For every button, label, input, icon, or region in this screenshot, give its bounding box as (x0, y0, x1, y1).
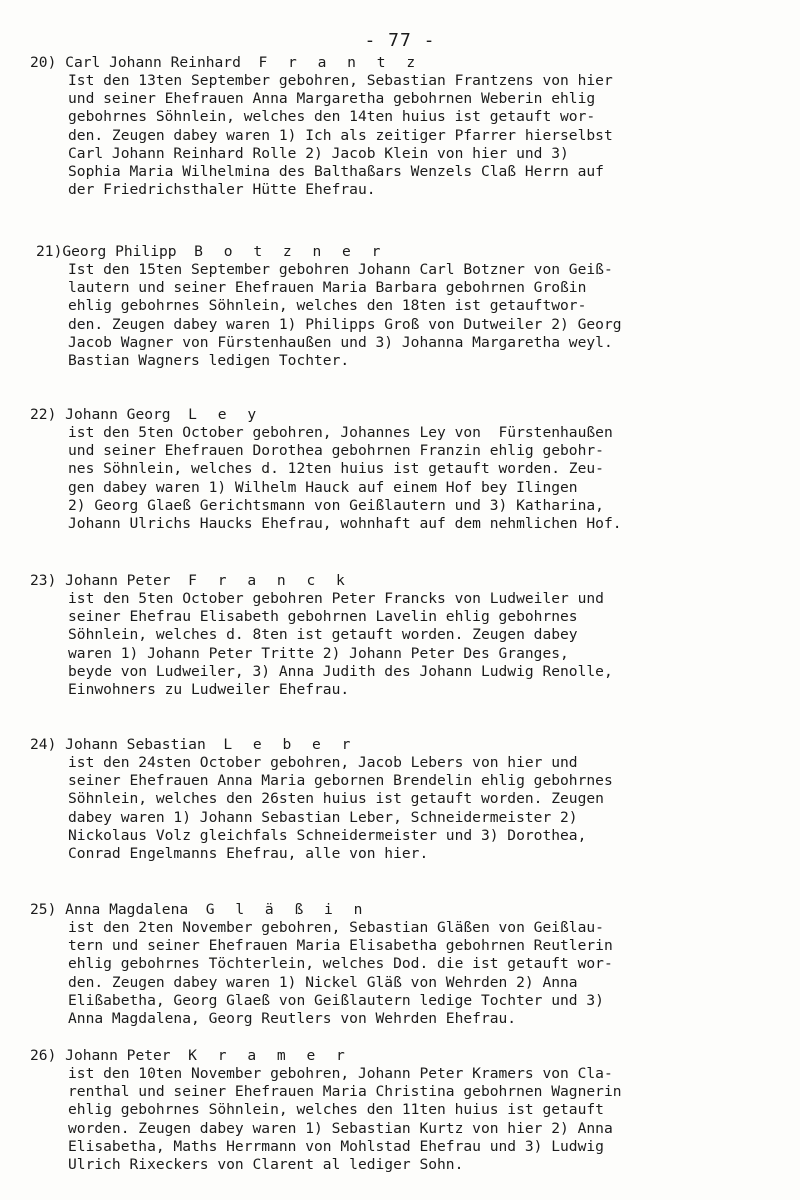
entry-line: ist den 2ten November gebohren, Sebastian Gläßen von Geißlau- (68, 919, 604, 936)
entry-heading (36, 243, 386, 261)
entry-line: beyde von Ludweiler, 3) Anna Judith des Johann Ludwig Renolle, (68, 662, 613, 680)
entry-text (68, 919, 788, 1028)
entry-given-names: Johann Peter (65, 572, 171, 589)
entry-text (68, 72, 788, 199)
entry-line: Johann Ulrichs Haucks Ehefrau, wohnhaft auf dem nehmlichen Hof. (68, 515, 622, 533)
entry-surname: F r a n c k (188, 572, 351, 589)
entry-text (68, 590, 788, 699)
entry-line: nes Söhnlein, welches d. 12ten huius ist getauft worden. Zeu- (68, 460, 604, 478)
entry-text (68, 754, 788, 863)
entry-heading (30, 1047, 351, 1065)
entry-heading (30, 406, 262, 424)
entry-line: ist den 10ten November gebohren, Johann Peter Kramers von Cla- (68, 1065, 613, 1082)
entry-number: 26) (30, 1047, 57, 1064)
entry-line: ehlig gebohrnes Söhnlein, welches den 18ten ist getauftwor- (68, 297, 587, 315)
entry-line: Söhnlein, welches den 26sten huius ist getauft worden. Zeugen (68, 790, 604, 808)
entry-surname: L e y (188, 406, 263, 423)
entry-line: ehlig gebohrnes Söhnlein, welches den 11ten huius ist getauft (68, 1101, 604, 1119)
entry-given-names: Carl Johann Reinhard (65, 54, 241, 71)
entry-line: dabey waren 1) Johann Sebastian Leber, Schneidermeister 2) (68, 808, 578, 826)
entry-line: worden. Zeugen dabey waren 1) Sebastian Kurtz von hier 2) Anna (68, 1119, 613, 1137)
entry-line: Elißabetha, Georg Glaeß von Geißlautern ledige Tochter und 3) (68, 991, 604, 1009)
entry-line: Sophia Maria Wilhelmina des Balthaßars Wenzels Claß Herrn auf (68, 163, 604, 181)
entry-line: Carl Johann Reinhard Rolle 2) Jacob Klein von hier und 3) (68, 144, 569, 162)
entry-number: 22) (30, 406, 57, 423)
entry-number: 23) (30, 572, 57, 589)
entry-surname: F r a n t z (258, 54, 422, 71)
entry-line: Bastian Wagners ledigen Tochter. (68, 352, 350, 370)
entry-number: 25) (30, 901, 57, 918)
entry-text (68, 1065, 788, 1174)
entry-line: seiner Ehefrauen Anna Maria gebornen Brendelin ehlig gebohrnes (68, 772, 613, 790)
entry-heading (30, 54, 421, 72)
entry-surname: G l ä ß i n (205, 901, 369, 918)
entry-line: und seiner Ehefrauen Dorothea gebohrnen Franzin ehlig gebohr- (68, 442, 604, 460)
entry-line: den. Zeugen dabey waren 1) Ich als zeitiger Pfarrer hierselbst (68, 126, 613, 144)
entry-surname: K r a m e r (188, 1047, 351, 1064)
entry-number: 20) (30, 54, 57, 71)
entry-line: seiner Ehefrau Elisabeth gebohrnen Lavelin ehlig gebohrnes (68, 608, 578, 626)
entry-number: 21) (36, 243, 63, 260)
page-number: - 77 - (364, 30, 436, 51)
entry-line: Nickolaus Volz gleichfals Schneidermeister und 3) Dorothea, (68, 826, 587, 844)
entry-line: Ist den 13ten September gebohren, Sebastian Frantzens von hier (68, 72, 613, 89)
entry-line: Conrad Engelmanns Ehefrau, alle von hier. (68, 845, 429, 863)
entry-line: 2) Georg Glaeß Gerichtsmann von Geißlautern und 3) Katharina, (68, 496, 604, 514)
entry-line: der Friedrichsthaler Hütte Ehefrau. (68, 181, 376, 199)
entry-line: ist den 5ten October gebohren, Johannes Ley von Fürstenhaußen (68, 424, 613, 441)
entry-given-names: Johann Peter (65, 1047, 171, 1064)
entry-heading (30, 572, 351, 590)
entry-given-names: Johann Georg (65, 406, 171, 423)
entry-line: den. Zeugen dabey waren 1) Nickel Gläß von Wehrden 2) Anna (68, 973, 578, 991)
entry-line: Ulrich Rixeckers von Clarent al lediger Sohn. (68, 1156, 464, 1174)
entry-given-names: Johann Sebastian (65, 736, 206, 753)
entry-line: ist den 5ten October gebohren Peter Francks von Ludweiler und (68, 590, 604, 607)
entry-line: tern und seiner Ehefrauen Maria Elisabetha gebohrnen Reutlerin (68, 937, 613, 955)
entry-line: Söhnlein, welches d. 8ten ist getauft worden. Zeugen dabey (68, 626, 578, 644)
entry-line: Anna Magdalena, Georg Reutlers von Wehrden Ehefrau. (68, 1010, 517, 1028)
entry-number: 24) (30, 736, 57, 753)
entry-heading (30, 901, 368, 919)
entry-line: Ist den 15ten September gebohren Johann Carl Botzner von Geiß- (68, 261, 613, 278)
entry-line: waren 1) Johann Peter Tritte 2) Johann Peter Des Granges, (68, 644, 569, 662)
entry-line: und seiner Ehefrauen Anna Margaretha gebohrnen Weberin ehlig (68, 90, 596, 108)
entry-line: Elisabetha, Maths Herrmann von Mohlstad Ehefrau und 3) Ludwig (68, 1137, 604, 1155)
entry-line: renthal und seiner Ehefrauen Maria Christina gebohrnen Wagnerin (68, 1083, 622, 1101)
entry-given-names: Anna Magdalena (65, 901, 189, 918)
entry-text (68, 424, 788, 533)
entry-surname: B o t z n e r (194, 243, 387, 260)
entry-line: den. Zeugen dabey waren 1) Philipps Groß von Dutweiler 2) Georg (68, 315, 622, 333)
entry-surname: L e b e r (223, 736, 357, 753)
entry-heading (30, 736, 356, 754)
entry-line: ist den 24sten October gebohren, Jacob Lebers von hier und (68, 754, 578, 771)
entry-given-names: Georg Philipp (62, 243, 177, 260)
entry-line: lautern und seiner Ehefrauen Maria Barbara gebohrnen Großin (68, 279, 587, 297)
entry-line: gen dabey waren 1) Wilhelm Hauck auf einem Hof bey Ilingen (68, 478, 578, 496)
entry-text (68, 261, 788, 370)
entry-line: ehlig gebohrnes Töchterlein, welches Dod. die ist getauft wor- (68, 955, 613, 973)
entry-line: Jacob Wagner von Fürstenhaußen und 3) Johanna Margaretha weyl. (68, 333, 613, 351)
entry-line: gebohrnes Söhnlein, welches den 14ten huius ist getauft wor- (68, 108, 596, 126)
entry-line: Einwohners zu Ludweiler Ehefrau. (68, 681, 350, 699)
